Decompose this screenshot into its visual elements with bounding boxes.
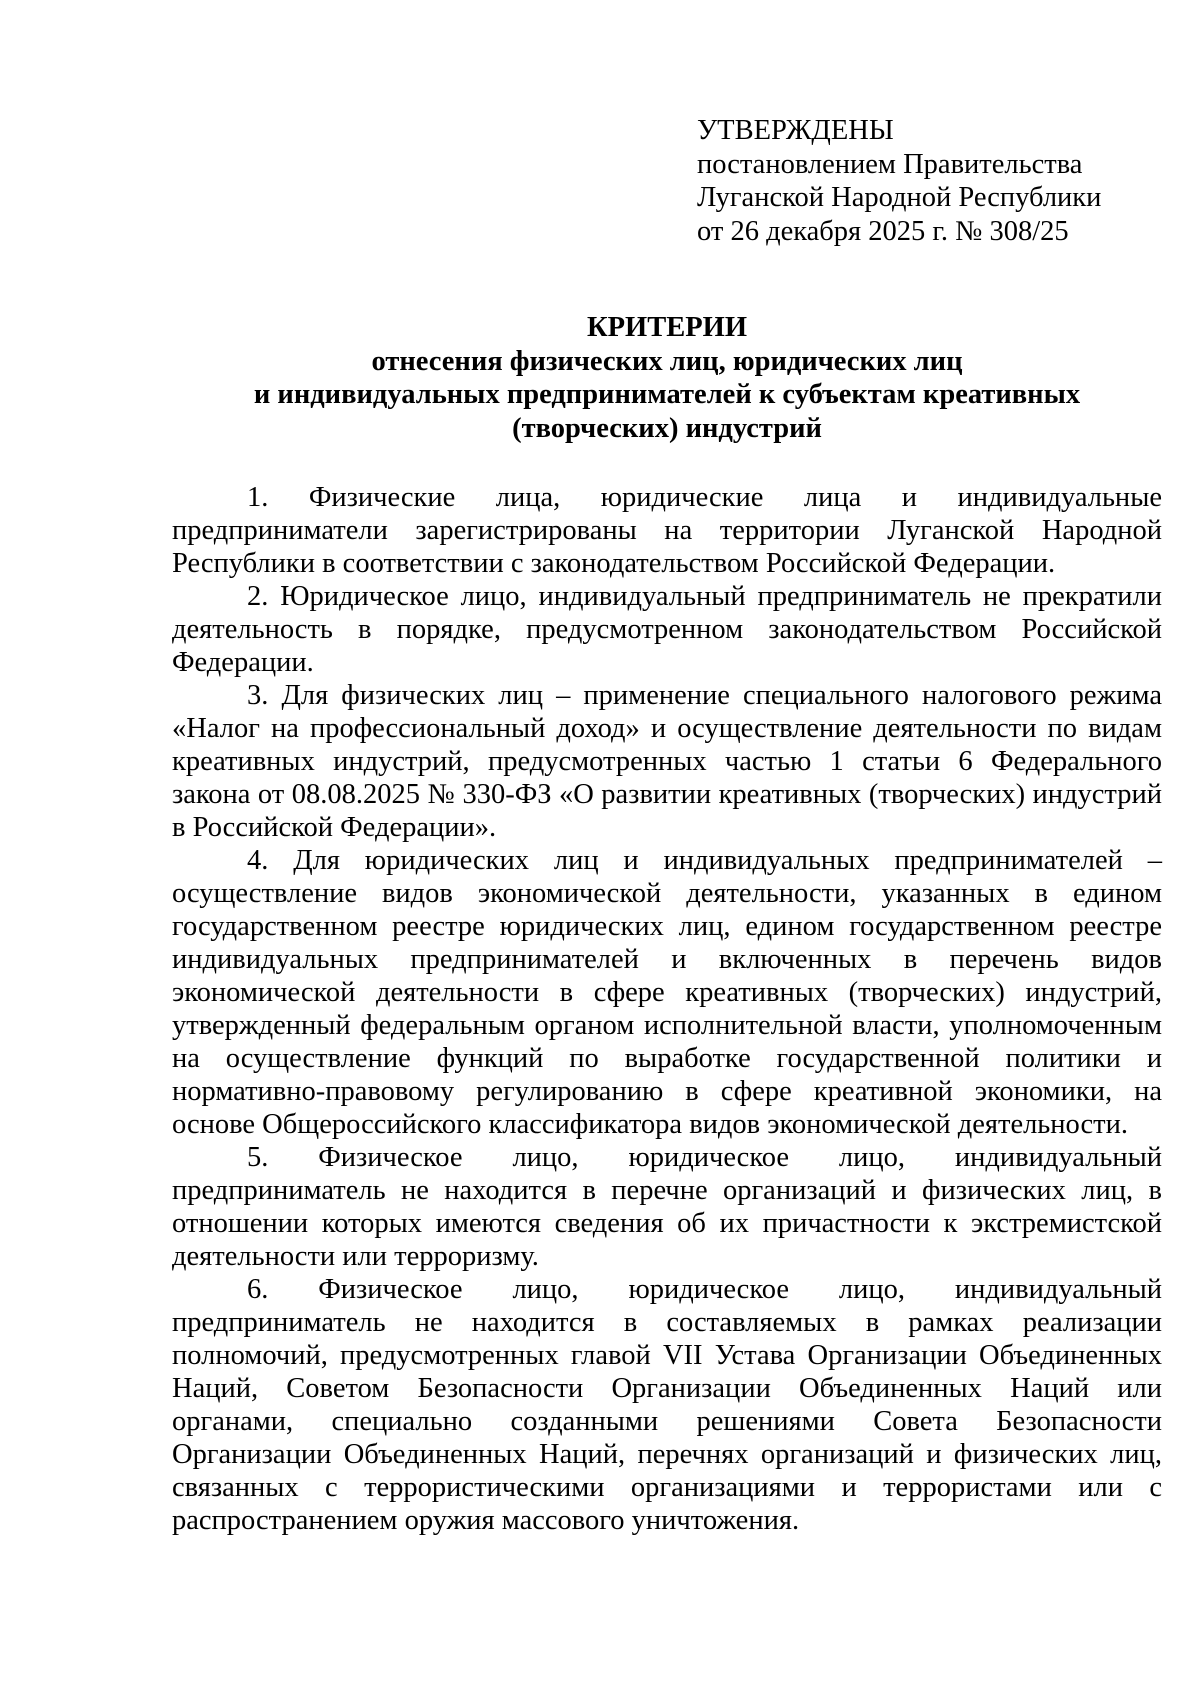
approval-line-approved: УТВЕРЖДЕНЫ [697,115,894,146]
title-line-1: отнесения физических лиц, юридических лиц [371,345,963,377]
approval-line-date-number: от 26 декабря 2025 г. № 308/25 [697,215,1069,247]
criteria-item-1: 1. Физические лица, юридические лица и индивидуальные предприниматели зарегистрированы на территории Луганской Народной Республики в соответствии с законодательством Российской Федерации. [172,482,1162,579]
criteria-item-4: 4. Для юридических лиц и индивидуальных предпринимателей – осуществление видов экономической деятельности, указанных в едином государственном реестре юридических лиц, едином государственном реестре индивидуальных предпринимателей и включенных в перечень видов экономической деятельности в сфере креативных (творческих) индустрий, утвержденный федеральным органом исполнительной власти, уполномоченным на осуществление функций по выработке государственной политики и нормативно-правовому регулированию в сфере креативной экономики, на основе Общероссийского классификатора видов экономической деятельности. [172,845,1162,1140]
criteria-item-6: 6. Физическое лицо, юридическое лицо, индивидуальный предприниматель не находится в составляемых в рамках реализации полномочий, предусмотренных главой VII Устава Организации Объединенных Наций, Советом Безопасности Организации Объединенных Наций или органами, специально созданными решениями Совета Безопасности Организации Объединенных Наций, перечнях организаций и физических лиц, связанных с террористическими организациями и террористами или с распространением оружия массового уничтожения. [172,1274,1162,1536]
approval-line-republic: Луганской Народной Республики [697,182,1102,213]
document-title [172,311,1162,445]
criteria-item-3: 3. Для физических лиц – применение специального налогового режима «Налог на профессиональный доход» и осуществление деятельности по видам креативных индустрий, предусмотренных частью 1 статьи 6 Федерального закона от 08.08.2025 № 330-ФЗ «О развитии креативных (творческих) индустрий в Российской Федерации». [172,680,1162,843]
criteria-item-5: 5. Физическое лицо, юридическое лицо, индивидуальный предприниматель не находится в перечне организаций и физических лиц, в отношении которых имеются сведения об их причастности к экстремистской деятельности или терроризму. [172,1142,1162,1272]
title-line-2: и индивидуальных предпринимателей к субъектам креативных [253,379,1081,410]
approval-stamp [697,114,1157,248]
title-line-3: (творческих) индустрий [512,412,822,444]
criteria-item-2: 2. Юридическое лицо, индивидуальный предприниматель не прекратили деятельность в порядке, предусмотренном законодательством Российской Федерации. [172,581,1162,678]
title-heading: КРИТЕРИИ [586,312,747,343]
approval-line-resolution: постановлением Правительства [697,148,1083,180]
criteria-list [172,481,1162,1537]
